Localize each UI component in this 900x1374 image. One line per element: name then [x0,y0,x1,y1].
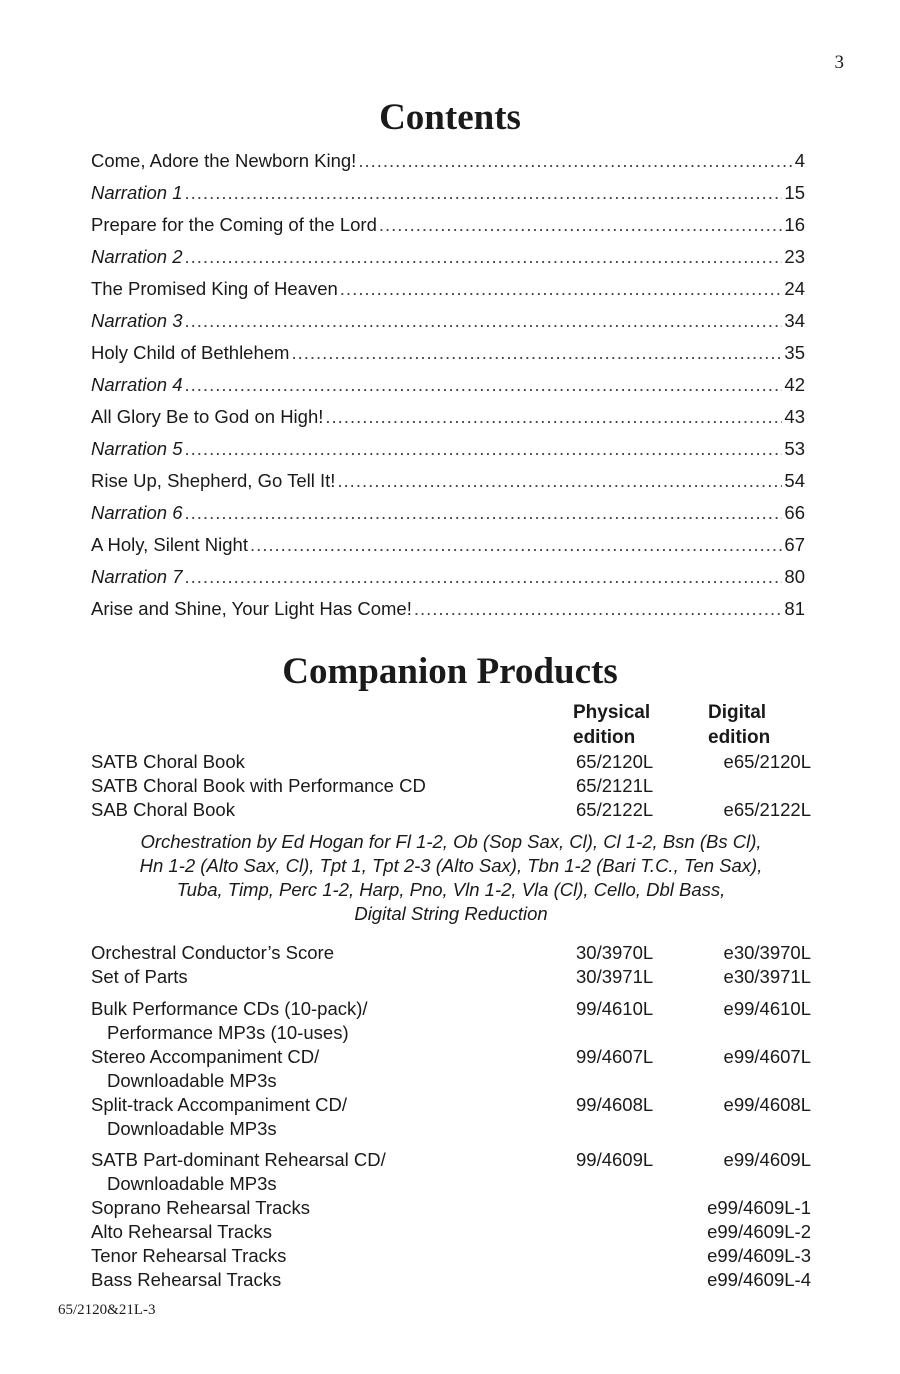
digital-edition-header: Digital edition [708,702,771,748]
toc-title: Narration 7 [91,566,183,587]
leader-dots [185,310,783,332]
page-number: 3 [834,52,844,73]
toc-page: 67 [784,534,805,555]
toc-entry[interactable] [91,406,805,438]
toc-title: Narration 6 [91,502,183,523]
leader-dots [291,342,782,364]
digital-code: e65/2120L [723,751,811,772]
physical-code: 99/4609L [576,1149,654,1170]
product-name: SAB Choral Book [91,799,235,820]
orchestration-note [91,830,811,926]
toc-entry[interactable] [91,342,805,374]
digital-code: e30/3970L [723,942,811,963]
leader-dots [185,182,783,204]
toc-entry[interactable] [91,182,805,214]
toc-page: 15 [784,182,805,203]
toc-entry[interactable] [91,598,805,630]
digital-code: e99/4609L-4 [707,1269,811,1290]
catalog-footer-code: 65/2120&21L-3 [58,1302,156,1318]
toc-page: 16 [784,214,805,235]
toc-page: 24 [784,278,805,299]
toc-page: 42 [784,374,805,395]
toc-entry[interactable] [91,310,805,342]
toc-title: Come, Adore the Newborn King! [91,150,357,171]
toc-page: 23 [784,246,805,267]
product-name-line: SATB Part-dominant Rehearsal CD/ [91,1149,386,1170]
physical-code: 99/4607L [576,1046,654,1067]
leader-dots [337,470,782,492]
digital-code: e99/4609L [723,1149,811,1170]
product-name: Orchestral Conductor’s Score [91,942,335,963]
orchestration-line: Tuba, Timp, Perc 1-2, Harp, Pno, Vln 1-2, Vla (Cl), Cello, Dbl Bass, [176,879,726,900]
physical-code: 99/4608L [576,1094,654,1115]
contents-title: Contents [379,97,521,138]
digital-code: e99/4608L [723,1094,811,1115]
digital-code: e99/4610L [723,998,811,1019]
toc-title: Narration 1 [91,182,183,203]
product-name: SATB Choral Book [91,751,245,772]
leader-dots [250,534,782,556]
digital-code: e99/4607L [723,1046,811,1067]
product-name: SATB Choral Book with Performance CD [91,775,426,796]
product-name [91,1148,386,1196]
digital-code: e99/4609L-3 [707,1245,811,1266]
leader-dots [185,566,783,588]
digital-code: e65/2122L [723,799,811,820]
orchestration-line: Digital String Reduction [354,903,548,924]
product-name: Set of Parts [91,966,188,987]
toc-page: 81 [784,598,805,619]
leader-dots [358,150,792,172]
product-subtitle: Downloadable MP3s [107,1070,277,1091]
toc-title: The Promised King of Heaven [91,278,338,299]
orchestration-line: Orchestration by Ed Hogan for Fl 1-2, Ob (Sop Sax, Cl), Cl 1-2, Bsn (Bs Cl), [140,831,762,852]
leader-dots [185,374,783,396]
product-name: Soprano Rehearsal Tracks [91,1197,311,1218]
product-subtitle: Downloadable MP3s [107,1118,277,1139]
product-subtitle: Performance MP3s (10-uses) [107,1022,349,1043]
companion-products-title: Companion Products [282,651,618,692]
toc-title: All Glory Be to God on High! [91,406,324,427]
product-name: Bass Rehearsal Tracks [91,1269,282,1290]
physical-code: 30/3971L [576,966,654,987]
physical-code: 65/2120L [576,751,654,772]
leader-dots [185,438,783,460]
toc-entry[interactable] [91,278,805,310]
toc-title: Arise and Shine, Your Light Has Come! [91,598,412,619]
toc-entry[interactable] [91,246,805,278]
product-name [91,997,368,1045]
toc-entry[interactable] [91,566,805,598]
toc-entry[interactable] [91,438,805,470]
toc-entry[interactable] [91,470,805,502]
physical-code: 99/4610L [576,998,654,1019]
product-name [91,1045,319,1093]
leader-dots [379,214,783,236]
toc-page: 43 [784,406,805,427]
leader-dots [414,598,783,620]
toc-page: 34 [784,310,805,331]
toc-entry[interactable] [91,150,805,182]
toc-title: Narration 5 [91,438,183,459]
product-name [91,1093,347,1141]
toc-title: A Holy, Silent Night [91,534,248,555]
leader-dots [340,278,783,300]
product-name: Tenor Rehearsal Tracks [91,1245,287,1266]
physical-code: 65/2121L [576,775,654,796]
toc-title: Narration 3 [91,310,183,331]
toc-page: 80 [784,566,805,587]
orchestration-line: Hn 1-2 (Alto Sax, Cl), Tpt 1, Tpt 2-3 (Alto Sax), Tbn 1-2 (Bari T.C., Ten Sax), [139,855,763,876]
toc-title: Narration 4 [91,374,183,395]
digital-code: e30/3971L [723,966,811,987]
physical-code: 65/2122L [576,799,654,820]
toc-title: Rise Up, Shepherd, Go Tell It! [91,470,336,491]
toc-page: 54 [784,470,805,491]
table-of-contents [91,150,805,630]
product-subtitle: Downloadable MP3s [107,1173,277,1194]
toc-page: 35 [784,342,805,363]
digital-code: e99/4609L-1 [707,1197,811,1218]
toc-entry[interactable] [91,502,805,534]
leader-dots [185,246,783,268]
product-name-line: Bulk Performance CDs (10-pack)/ [91,998,368,1019]
physical-code: 30/3970L [576,942,654,963]
toc-page: 4 [794,150,805,171]
toc-entry[interactable] [91,534,805,566]
toc-title: Prepare for the Coming of the Lord [91,214,377,235]
product-name: Alto Rehearsal Tracks [91,1221,272,1242]
leader-dots [325,406,782,428]
toc-entry[interactable] [91,214,805,246]
toc-entry[interactable] [91,374,805,406]
toc-title: Holy Child of Bethlehem [91,342,290,363]
product-name-line: Split-track Accompaniment CD/ [91,1094,348,1115]
toc-page: 53 [784,438,805,459]
product-name-line: Stereo Accompaniment CD/ [91,1046,320,1067]
digital-code: e99/4609L-2 [707,1221,811,1242]
physical-edition-header: Physical edition [573,702,651,748]
toc-page: 66 [784,502,805,523]
toc-title: Narration 2 [91,246,183,267]
leader-dots [185,502,783,524]
